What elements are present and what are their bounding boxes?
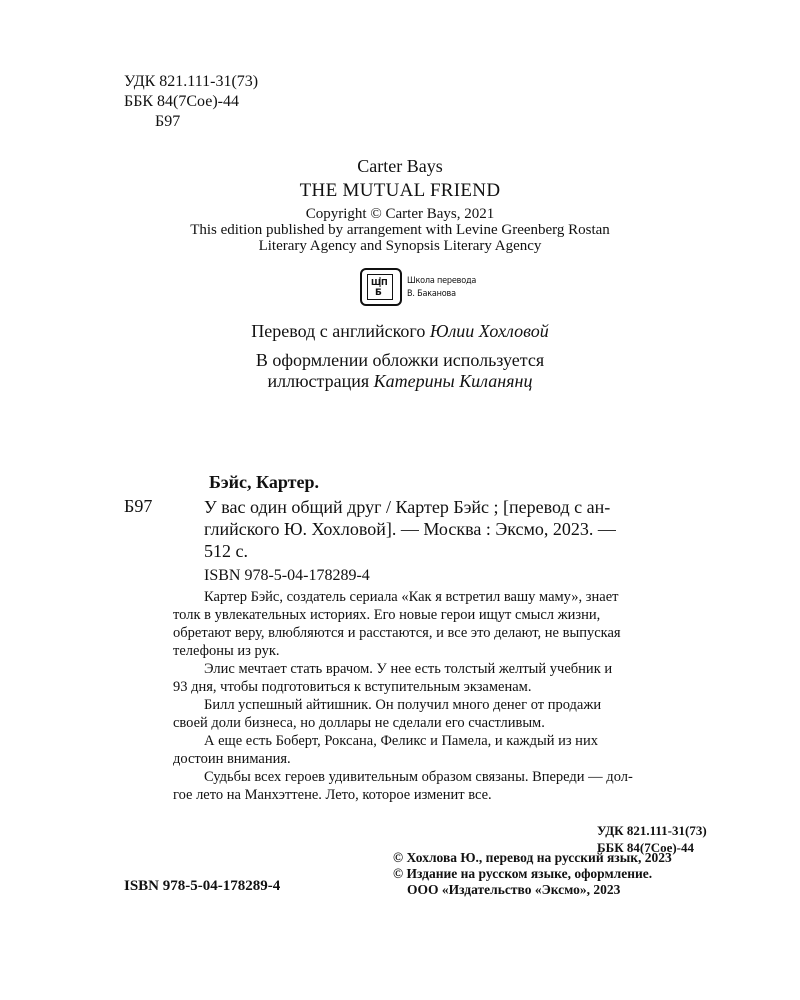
logo-text-line-2: В. Баканова — [407, 289, 456, 299]
annotation-line: А еще есть Боберт, Роксана, Феликс и Памела, и каждый из них — [204, 733, 598, 749]
bbk-code-top: ББК 84(7Сое)-44 — [124, 93, 239, 110]
bbk-code-bottom: ББК 84(7Сое)-44 — [597, 840, 695, 855]
bib-entry-line-2: глийского Ю. Хохловой]. — Москва : Эксмо, 2023. — — [204, 519, 616, 539]
translator-name: Юлии Хохловой — [429, 321, 549, 341]
edition-line-1: This edition published by arrangement with Levine Greenberg Rostan — [190, 222, 610, 238]
svg-text:П: П — [380, 278, 388, 287]
cover-note-line-1: В оформлении обложки используется — [255, 350, 545, 370]
svg-text:Ш: Ш — [370, 278, 381, 287]
logo-mark — [367, 274, 393, 300]
isbn-bottom: ISBN 978-5-04-178289-4 — [124, 878, 281, 894]
annotation-line: своей доли бизнеса, но доллары не сделали его счастливым. — [173, 715, 545, 731]
edition-line-2: Literary Agency and Synopsis Literary Agency — [258, 238, 542, 254]
bib-isbn: ISBN 978-5-04-178289-4 — [204, 567, 370, 584]
cover-note-line-2 — [0, 370, 800, 392]
translation-school-logo — [360, 268, 402, 306]
annotation-line: 93 дня, чтобы подготовиться к вступительным экзаменам. — [173, 679, 532, 695]
annotation-line: гое лето на Манхэттене. Лето, которое изменит все. — [173, 787, 492, 803]
annotation-line: Элис мечтает стать врачом. У нее есть толстый желтый учебник и — [204, 661, 613, 677]
bib-author-heading: Бэйс, Картер. — [209, 472, 319, 492]
copyright-publisher: ООО «Издательство «Эксмо», 2023 — [407, 882, 621, 897]
udc-code-bottom: УДК 821.111-31(73) — [597, 823, 707, 838]
copyright-edition: © Издание на русском языке, оформление. — [393, 866, 653, 881]
translation-credit — [0, 321, 800, 342]
copyright-translation: © Хохлова Ю., перевод на русский язык, 2023 — [393, 850, 672, 865]
annotation-line: Картер Бэйс, создатель сериала «Как я встретил вашу маму», знает — [204, 589, 619, 605]
translation-prefix: Перевод с английского — [251, 321, 430, 341]
svg-text:Б: Б — [374, 288, 382, 298]
udc-code-top: УДК 821.111-31(73) — [124, 73, 259, 90]
original-title: THE MUTUAL FRIEND — [299, 180, 501, 201]
bib-entry-line-3: 512 с. — [204, 541, 248, 561]
original-author: Carter Bays — [357, 156, 443, 176]
illustrator-name: Катерины Киланянц — [373, 371, 533, 391]
annotation-line: обретают веру, влюбляются и расстаются, и все это делают, не выпуская — [173, 625, 621, 641]
book-logo-icon — [369, 275, 392, 298]
annotation-line: телефоны из рук. — [173, 643, 280, 659]
copyright-line: Copyright © Carter Bays, 2021 — [305, 206, 495, 222]
annotation-line: толк в увлекательных историях. Его новые герои ищут смысл жизни, — [173, 607, 601, 623]
bib-author-mark: Б97 — [124, 496, 153, 516]
annotation-line: достоин внимания. — [173, 751, 291, 767]
annotation-line: Судьбы всех героев удивительным образом связаны. Впереди — дол- — [204, 769, 633, 785]
logo-text-line-1: Школа перевода — [407, 276, 477, 286]
bib-entry-line-1: У вас один общий друг / Картер Бэйс ; [перевод с ан- — [204, 497, 611, 517]
annotation-line: Билл успешный айтишник. Он получил много денег от продажи — [204, 697, 602, 713]
author-mark-top: Б97 — [155, 113, 181, 130]
cover-note-prefix: иллюстрация — [267, 371, 374, 391]
